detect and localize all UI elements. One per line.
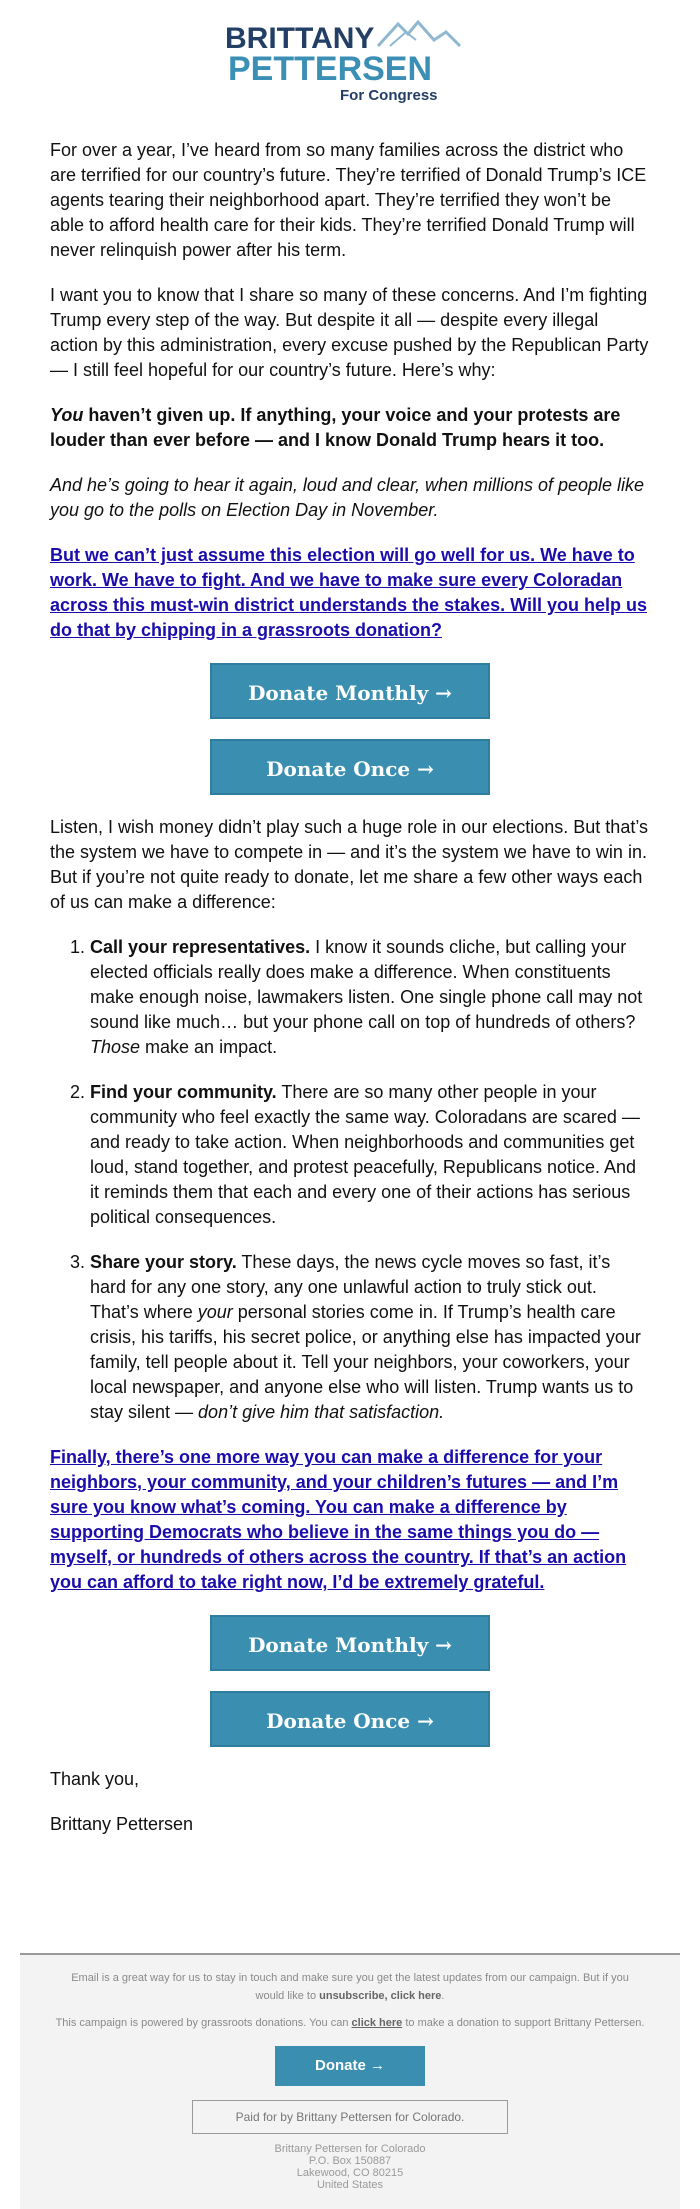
address-line: Lakewood, CO 80215	[296, 2167, 404, 2179]
hope-text: haven’t given up. If anything, your voice and your protests are louder than ever before — and I know Donald Trump hears it too.	[50, 405, 621, 450]
powered-text-end: to make a donation to support Brittany Pettersen.	[402, 2017, 645, 2029]
list-item	[90, 1250, 650, 1425]
way-text-end: make an impact.	[140, 1037, 278, 1057]
signature: Brittany Pettersen	[50, 1814, 194, 1834]
hope-emphasis: You	[50, 405, 84, 425]
election-paragraph: And he’s going to hear it again, loud and clear, when millions of people like you go to the polls on Election Day in November.	[50, 475, 645, 520]
address-line: P.O. Box 150887	[308, 2155, 392, 2167]
address-line: United States	[316, 2179, 384, 2191]
way-text: These days, the news cycle moves so fast, it’s hard for any one story, any one unlawful action to truly stick out. That’s where	[90, 1252, 611, 1322]
email-page	[0, 18, 700, 2191]
way-emphasis: Those	[90, 1037, 141, 1057]
way-title: Find your community.	[90, 1082, 277, 1102]
donate-buttons-bottom	[50, 1615, 650, 1747]
address-line: Brittany Pettersen for Colorado	[274, 2143, 426, 2155]
concerns-paragraph: I want you to know that I share so many of these concerns. And I’m fighting Trump every step of the way. But despite it all — despite every illegal action by this administration, every excuse pushed by the Republican Party — I still feel hopeful for our country’s future. Here’s why:	[50, 285, 649, 380]
email-footer	[20, 1953, 680, 2209]
unsubscribe-end: .	[441, 1990, 445, 2002]
donate-appeal-paragraph	[50, 543, 650, 643]
final-appeal-paragraph	[50, 1445, 650, 1595]
ways-list	[50, 935, 650, 1425]
way-emphasis-end: don’t give him that satisfaction.	[198, 1402, 445, 1422]
donate-once-button[interactable]: Donate Once →	[210, 1691, 490, 1747]
unsubscribe-link[interactable]: unsubscribe, click here	[319, 1990, 442, 2002]
way-text-mid: personal stories come in. If Trump’s health care crisis, his tariffs, his secret police, or anything else has impacted your family, tell people about it. Tell your neighbors, your coworkers, your local newspaper, and anyone else who will listen. Trump wants us to stay silent —	[90, 1302, 641, 1422]
thanks-text: Thank you,	[50, 1769, 140, 1789]
mailing-address	[20, 2143, 680, 2191]
logo-line3: For Congress	[340, 87, 438, 104]
way-title: Call your representatives.	[90, 937, 311, 957]
donate-monthly-button[interactable]: Donate Monthly →	[210, 663, 490, 719]
email-body	[50, 138, 650, 1837]
list-item	[90, 1080, 650, 1230]
footer-donate-button[interactable]: Donate →	[275, 2046, 425, 2086]
donate-once-button[interactable]: Donate Once →	[210, 739, 490, 795]
donate-appeal-link[interactable]: But we can’t just assume this election will go well for us. We have to work. We have to fight. And we have to make sure every Coloradan across this must-win district understands the stakes. Will you help us do that by chipping in a grassroots donation?	[50, 545, 647, 640]
logo-line1: BRITTANY	[225, 22, 375, 55]
powered-text: This campaign is powered by grassroots donations. You can	[55, 2017, 352, 2029]
campaign-logo	[220, 18, 480, 108]
list-item	[90, 935, 650, 1060]
way-text: I know it sounds cliche, but calling your elected officials really does make a difference. When constituents make enough noise, lawmakers listen. One single phone call may not sound like much… but your phone call on top of hundreds of others?	[90, 937, 643, 1032]
donate-buttons-top	[50, 663, 650, 795]
logo-line2: PETTERSEN	[228, 50, 433, 88]
unsubscribe-note	[20, 1955, 680, 2005]
paid-for-box: Paid for by Brittany Pettersen for Colorado.	[192, 2100, 508, 2134]
intro-paragraph: For over a year, I’ve heard from so many families across the district who are terrified for our country’s future. They’re terrified of Donald Trump’s ICE agents tearing their neighborhood apart. They’re terrified they won’t be able to afford health care for their kids. They’re terrified Donald Trump will never relinquish power after his term.	[50, 140, 647, 260]
donate-monthly-button[interactable]: Donate Monthly →	[210, 1615, 490, 1671]
powered-note	[20, 2005, 680, 2032]
signoff	[50, 1767, 650, 1837]
way-text: There are so many other people in your community who feel exactly the same way. Coloradans are scared — and ready to take action. When neighborhoods and communities get loud, stand together, and protest peacefully, Republicans notice. And it reminds them that each and every one of their actions has serious political consequences.	[90, 1082, 640, 1227]
mountain-icon	[378, 22, 460, 46]
final-appeal-link[interactable]: Finally, there’s one more way you can make a difference for your neighbors, your community, and your children’s futures — and I’m sure you know what’s coming. You can make a difference by supporting Democrats who believe in the same things you do — myself, or hundreds of others across the country. If that’s an action you can afford to take right now, I’d be extremely grateful.	[50, 1447, 627, 1592]
way-title: Share your story.	[90, 1252, 237, 1272]
hope-paragraph	[50, 403, 650, 453]
footer-click-here-link[interactable]: click here	[351, 2017, 403, 2029]
unsubscribe-text: Email is a great way for us to stay in touch and make sure you get the latest updates from our campaign. But if you would like to	[71, 1972, 629, 2002]
listen-paragraph: Listen, I wish money didn’t play such a huge role in our elections. But that’s the system we have to compete in — and it’s the system we have to win in. But if you’re not quite ready to donate, let me share a few other ways each of us can make a difference:	[50, 817, 649, 912]
way-emphasis: your	[197, 1302, 233, 1322]
